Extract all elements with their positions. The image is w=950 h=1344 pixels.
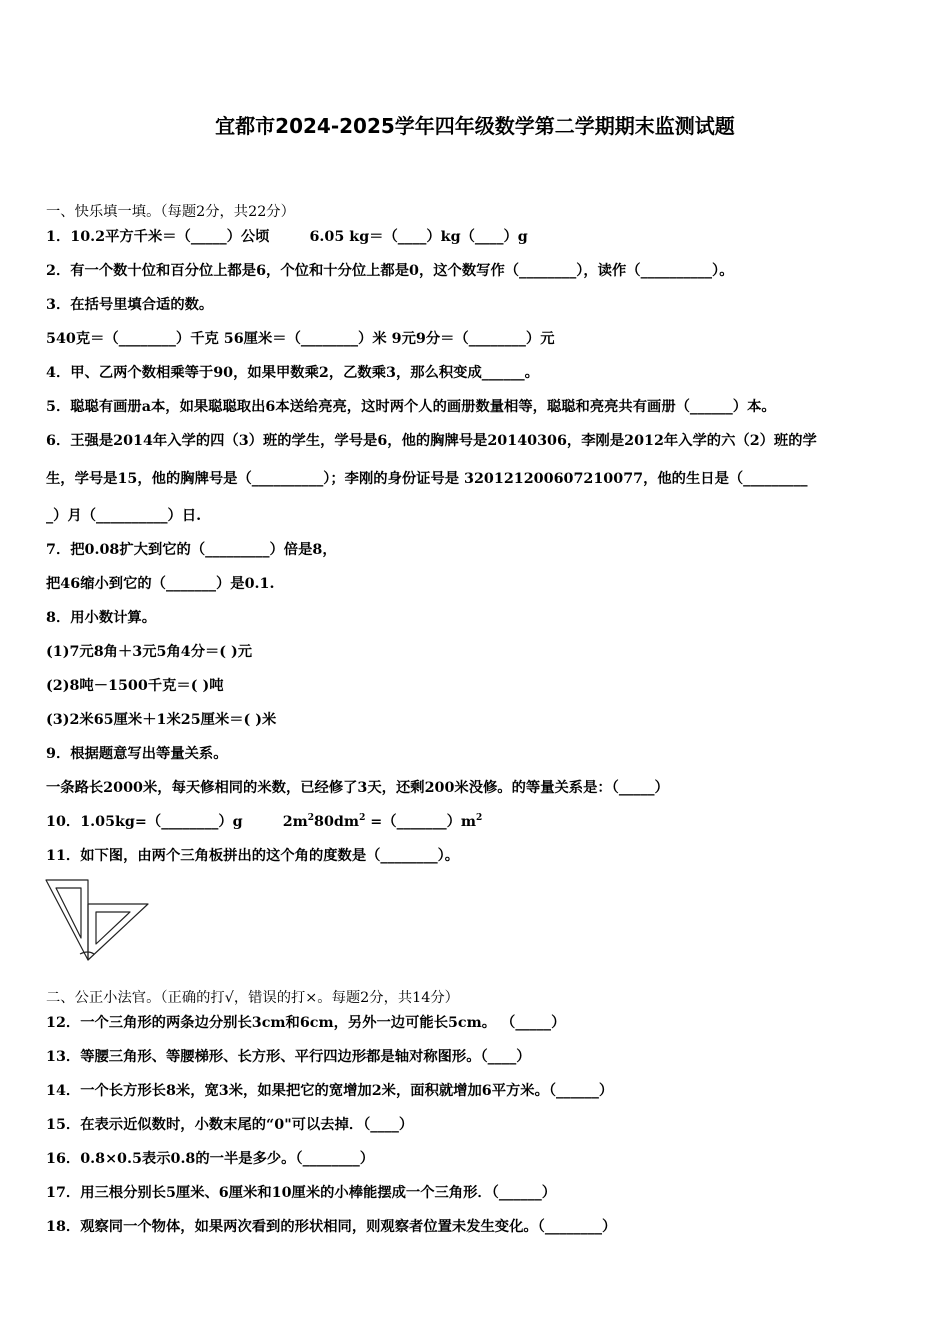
question-12: 12．一个三角形的两条边分别长3cm和6cm，另外一边可能长5cm。 （_____） (46, 1015, 566, 1031)
question-8: 8．用小数计算。 (46, 610, 157, 626)
question-6-line-1: 6．王强是2014年入学的四（3）班的学生，学号是6，他的胸牌号是20140306，李刚是2012年入学的六（2）班的学 (46, 433, 817, 449)
question-17: 17．用三根分别长5厘米、6厘米和10厘米的小棒能摆成一个三角形．（______） (46, 1185, 557, 1201)
section-1-heading: 一、快乐填一填。（每题2分，共22分） (46, 204, 295, 220)
question-8-item-1: (1)7元8角＋3元5角4分＝( )元 (46, 644, 253, 660)
question-6-line-2: 生，学号是15，他的胸牌号是（__________）；李刚的身份证号是 320121200607210077，他的生日是（_________ (46, 471, 808, 487)
page-title: 宜都市2024-2025学年四年级数学第二学期期末监测试题 (215, 114, 735, 138)
question-10-part-a: 10．1.05kg=（________）g (46, 814, 243, 830)
set-square-figure (44, 876, 152, 964)
question-1-part-a: 1．10.2平方千米＝（_____）公顷 (46, 229, 270, 245)
question-9: 9．根据题意写出等量关系。 (46, 746, 228, 762)
question-1-part-b: 6.05 kg＝（____）kg（____）g (309, 229, 528, 245)
question-5: 5．聪聪有画册a本，如果聪聪取出6本送给亮亮，这时两个人的画册数量相等，聪聪和亮亮共有画册（______）本。 (46, 399, 776, 415)
question-3-items: 540克＝（________）千克 56厘米＝（________）米 9元9分＝（________）元 (46, 331, 555, 347)
question-6-line-3: _）月（__________）日. (46, 508, 202, 524)
question-8-item-2: (2)8吨－1500千克＝( )吨 (46, 678, 224, 694)
question-2: 2．有一个数十位和百分位上都是6，个位和十分位上都是0，这个数写作（________），读作（__________）。 (46, 263, 734, 279)
question-8-item-3: (3)2米65厘米＋1米25厘米＝( )米 (46, 712, 277, 728)
small-set-square-inner (96, 912, 130, 944)
question-13: 13．等腰三角形、等腰梯形、长方形、平行四边形都是轴对称图形。（____） (46, 1049, 531, 1065)
question-11: 11．如下图，由两个三角板拼出的这个角的度数是（________）。 (46, 848, 460, 864)
question-15: 15．在表示近似数时，小数末尾的“0"可以去掉．（____） (46, 1117, 414, 1133)
large-set-square (46, 880, 88, 960)
section-2-heading: 二、公正小法官。（正确的打√，错误的打×。每题2分，共14分） (46, 990, 459, 1006)
question-1 (46, 227, 528, 247)
question-9-text: 一条路长2000米，每天修相同的米数，已经修了3天，还剩200米没修。的等量关系是：（_____） (46, 780, 669, 796)
question-7-line-1: 7．把0.08扩大到它的（_________）倍是8， (46, 542, 337, 558)
question-16: 16．0.8×0.5表示0.8的一半是多少。（________） (46, 1151, 375, 1167)
question-14: 14．一个长方形长8米，宽3米，如果把它的宽增加2米，面积就增加6平方米。（______） (46, 1083, 614, 1099)
question-10-part-b: $2m^280dm^2$ $=(\_\_\_\_\_\_\_)m^2$ (282, 813, 483, 830)
question-3: 3．在括号里填合适的数。 (46, 297, 214, 313)
question-10 (46, 812, 482, 832)
angle-arc (80, 952, 94, 954)
question-7-line-2: 把46缩小到它的（_______）是0.1. (46, 576, 275, 592)
large-set-square-inner (56, 888, 81, 938)
question-4: 4．甲、乙两个数相乘等于90，如果甲数乘2，乙数乘3，那么积变成______。 (46, 365, 539, 381)
question-18: 18．观察同一个物体，如果两次看到的形状相同，则观察者位置未发生变化。（________） (46, 1219, 617, 1235)
